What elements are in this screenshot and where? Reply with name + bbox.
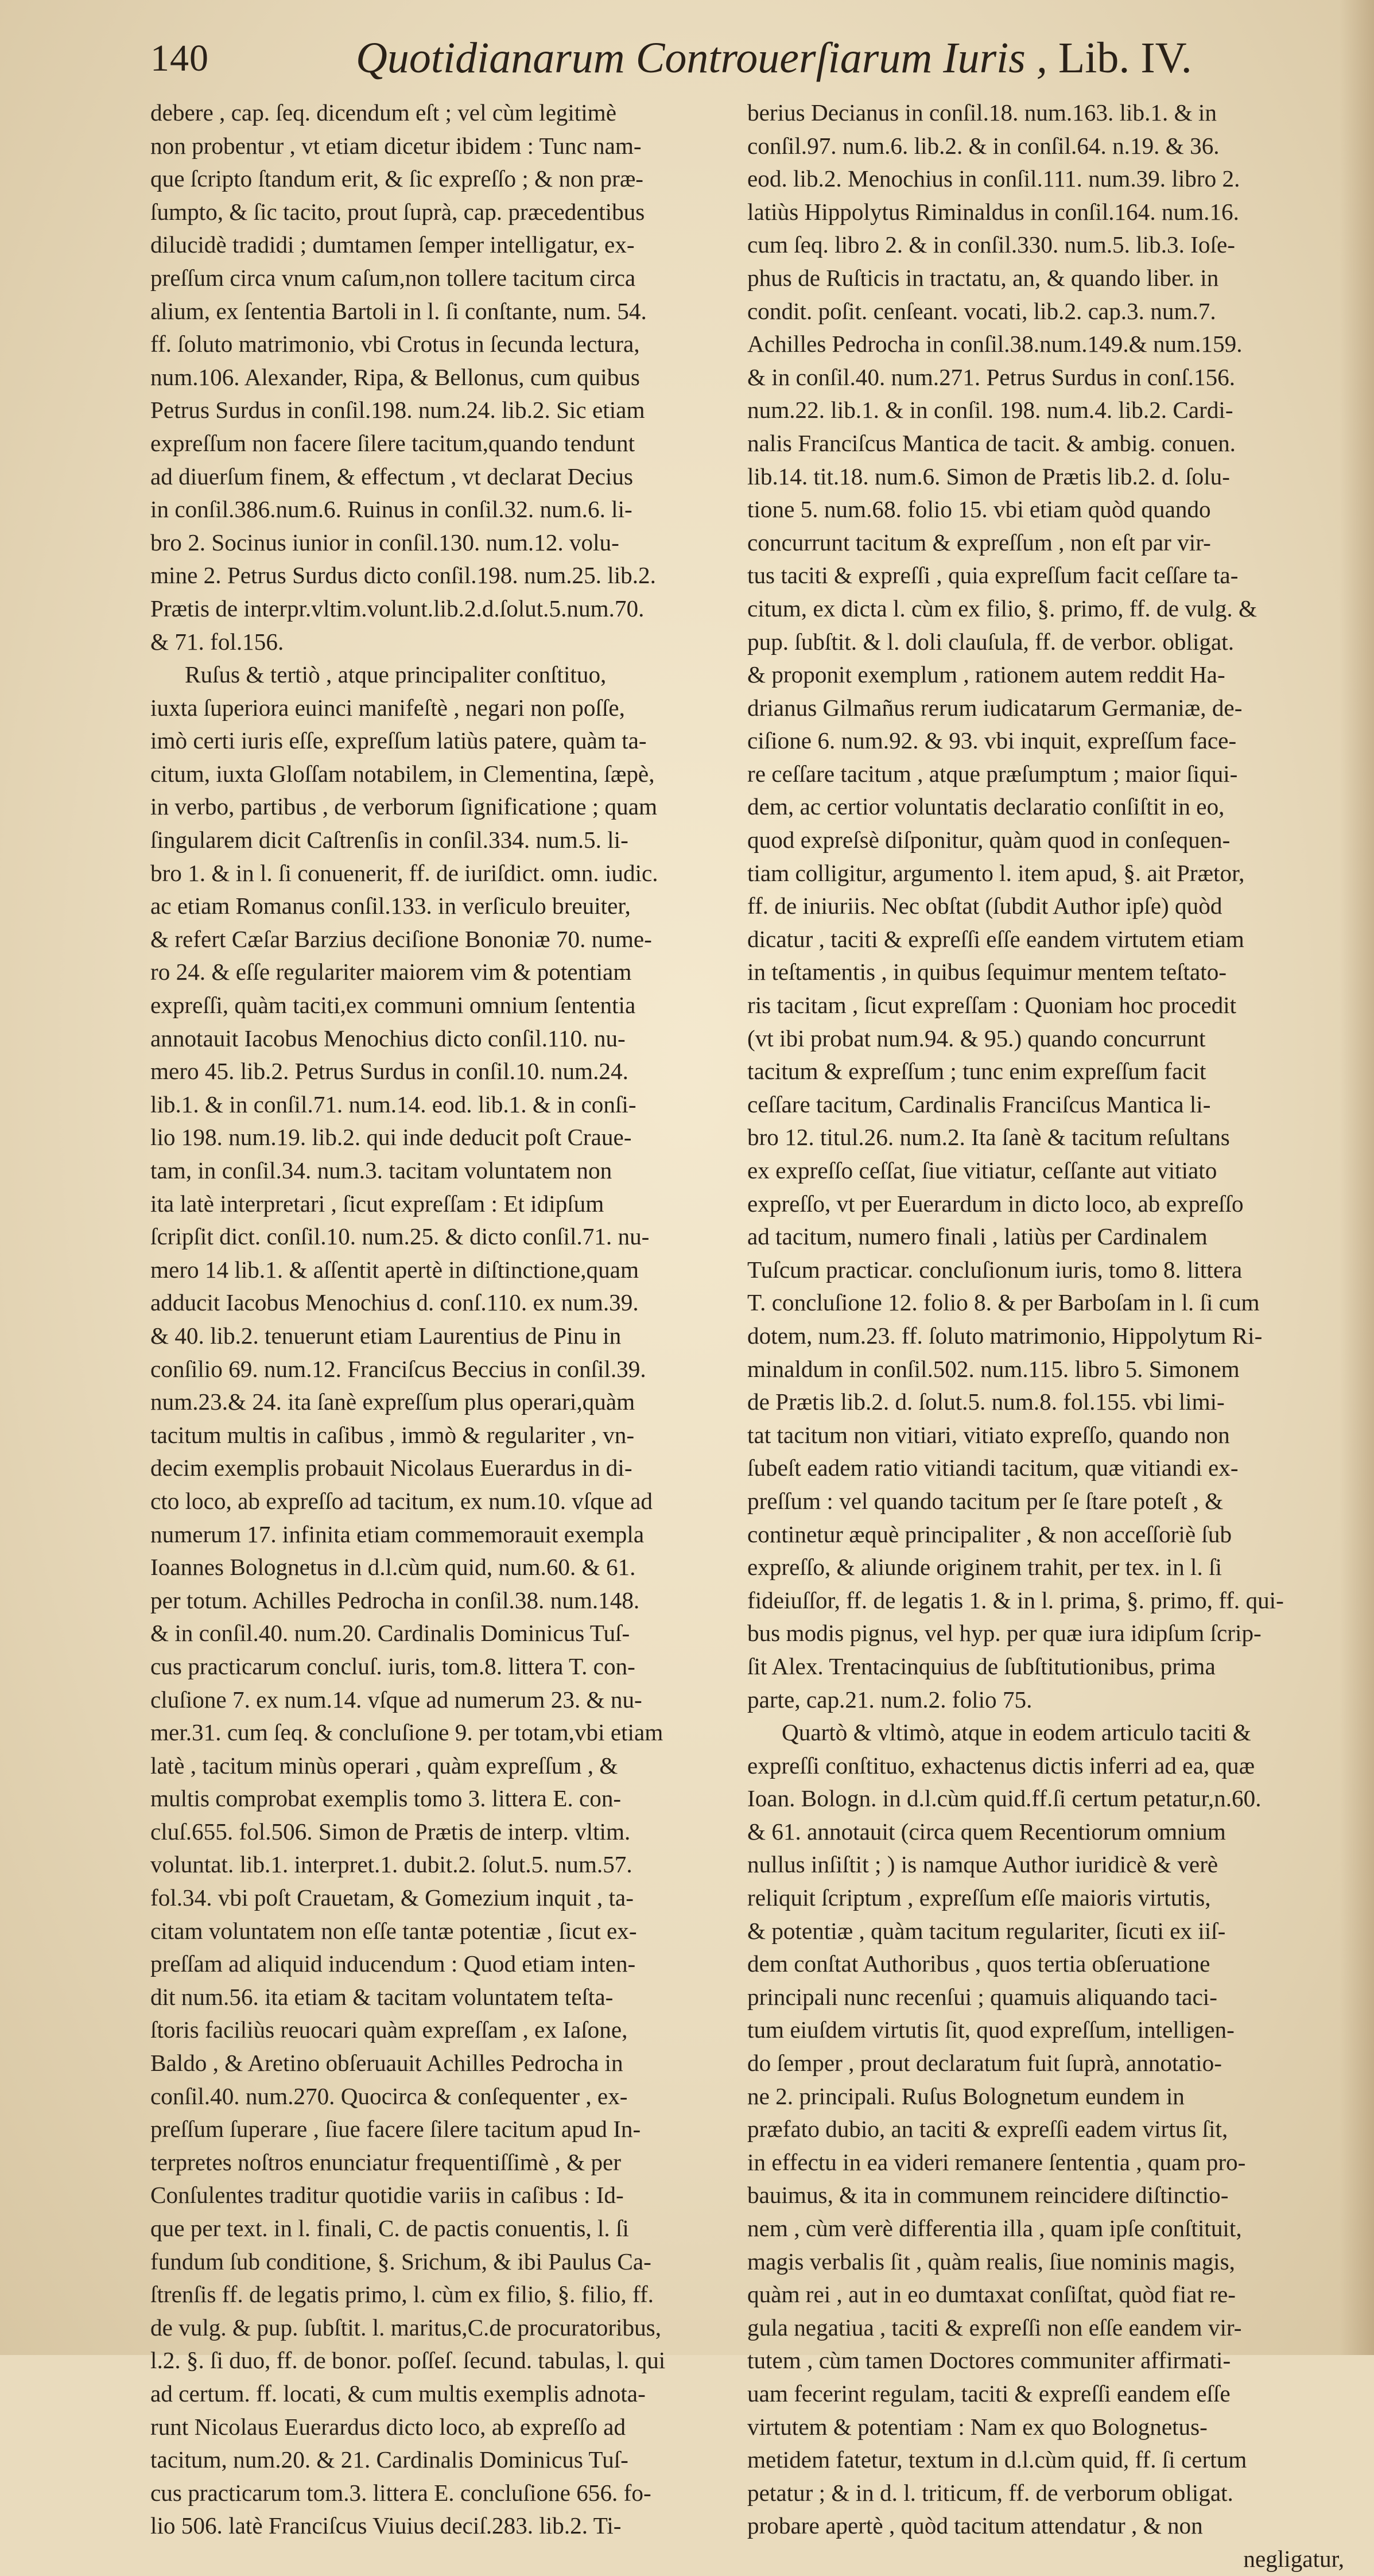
text-line: alium, ex ſententia Bartoli in l. ſi conſtante, num. 54. [150,297,647,324]
text-line: numerum 17. infinita etiam commemorauit exempla [150,1520,645,1547]
text-line: & in conſil.40. num.271. Petrus Surdus in conſ.156. [747,363,1236,390]
text-line: preſſum : vel quando tacitum per ſe ſtare poteſt , & [747,1487,1224,1514]
text-line: in teſtamentis , in quibus ſequimur mentem teſtato- [747,959,1227,986]
text-line: gula negatiua , taciti & expreſſi non eſſe eandem vir- [747,2314,1242,2341]
text-line: que ſcripto ſtandum erit, & ſic expreſſo ; & non præ- [150,165,644,192]
text-line: conſil.97. num.6. lib.2. & in conſil.64. n.19. & 36. [747,132,1220,159]
text-line: tam, in conſil.34. num.3. tacitam voluntatem non [150,1157,612,1184]
text-line: uam fecerint regulam, taciti & expreſſi eandem eſſe [747,2380,1231,2407]
text-line: num.106. Alexander, Ripa, & Bellonus, cum quibus [150,363,640,390]
text-line: mero 14 lib.1. & aſſentit apertè in diſtinctione,quam [150,1256,639,1283]
text-line: parte, cap.21. num.2. folio 75. [747,1686,1033,1713]
text-line: cluſione 7. ex num.14. vſque ad numerum 23. & nu- [150,1686,642,1713]
text-line: tiam colligitur, argumento l. item apud, §. ait Prætor, [747,859,1245,886]
text-line: Quartò & vltimò, atque in eodem articulo taciti & [782,1719,1251,1746]
right-text-column [747,96,1344,2576]
text-line: magis verbalis ſit , quàm realis, ſiue nominis magis, [747,2248,1235,2275]
text-line: ciſione 6. num.92. & 93. vbi inquit, expreſſum face- [747,727,1237,754]
text-line: expreſſi, quàm taciti,ex communi omnium ſententia [150,992,636,1019]
text-line: mine 2. Petrus Surdus dicto conſil.198. num.25. lib.2. [150,562,656,589]
text-line: nalis Franciſcus Mantica de tacit. & ambig. conuen. [747,429,1236,456]
text-line: citam voluntatem non eſſe tantæ potentiæ , ſicut ex- [150,1917,637,1944]
text-line: runt Nicolaus Euerardus dicto loco, ab expreſſo ad [150,2413,626,2440]
running-title-text: Quotidianarum Controuerſiarum Iuris , [356,34,1047,82]
text-line: & 40. lib.2. tenuerunt etiam Laurentius de Pinu in [150,1322,622,1349]
text-line: & potentiæ , quàm tacitum regulariter, ſicuti ex iiſ- [747,1917,1226,1944]
text-line: concurrunt tacitum & expreſſum , non eſt par vir- [747,529,1211,556]
text-line: ac etiam Romanus conſil.133. in verſiculo breuiter, [150,893,631,920]
text-line: fideiuſſor, ff. de legatis 1. & in l. prima, §. primo, ff. qui- [747,1586,1284,1613]
text-line: terpretes noſtros enunciatur frequentiſſimè , & per [150,2148,622,2175]
text-line: reliquit ſcriptum , expreſſum eſſe maioris virtutis, [747,1884,1211,1911]
text-line: (vt ibi probat num.94. & 95.) quando concurrunt [747,1025,1206,1052]
text-line: conſil.40. num.270. Quocirca & conſequenter , ex- [150,2082,628,2109]
text-line: latè , tacitum minùs operari , quàm expreſſum , & [150,1752,618,1779]
text-line: mer.31. cum ſeq. & concluſione 9. per totam,vbi etiam [150,1719,663,1746]
text-line: l.2. §. ſi duo, ff. de bonor. poſſeſ. ſecund. tabulas, l. qui [150,2347,666,2374]
text-line: ris tacitam , ſicut expreſſam : Quoniam hoc procedit [747,992,1237,1019]
text-line: adducit Iacobus Menochius d. conſ.110. ex num.39. [150,1289,639,1316]
text-line: principali nunc recenſui ; quamuis aliquando taci- [747,1983,1217,2010]
text-line: preſſum ſuperare , ſiue facere ſilere tacitum apud In- [150,2116,641,2143]
text-line: dilucidè tradidi ; dumtamen ſemper intelligatur, ex- [150,231,635,258]
text-line: fundum ſub conditione, §. Srichum, & ibi Paulus Ca- [150,2248,651,2275]
text-line: Ioannes Bolognetus in d.l.cùm quid, num.60. & 61. [150,1554,636,1581]
text-line: ſit Alex. Trentacinquius de ſubſtitutionibus, prima [747,1652,1216,1679]
text-line: ro 24. & eſſe regulariter maiorem vim & potentiam [150,959,632,986]
text-line: negligatur, [1243,2545,1344,2572]
text-line: ſumpto, & ſic tacito, prout ſuprà, cap. præcedentibus [150,198,645,225]
book-number: Lib. IV. [1058,34,1192,82]
text-line: nem , cùm verè differentia illa , quam ipſe conſtituit, [747,2215,1242,2241]
text-line: drianus Gilmañus rerum iudicatarum Germaniæ, de- [747,694,1243,721]
text-line: præfato dubio, an taciti & expreſſi eadem virtus ſit, [747,2116,1228,2143]
text-line: mero 45. lib.2. Petrus Surdus in conſil.10. num.24. [150,1058,628,1085]
text-line: metidem fatetur, textum in d.l.cùm quid, ff. ſi certum [747,2446,1247,2473]
text-line: ita latè interpretari , ſicut expreſſam : Et idipſum [150,1190,604,1217]
text-line: Prætis de interpr.vltim.volunt.lib.2.d.ſolut.5.num.70. [150,595,645,622]
text-line: cus practicarum tom.3. littera E. concluſione 656. fo- [150,2479,651,2506]
text-line: do ſemper , prout declaratum fuit ſuprà, annotatio- [747,2050,1222,2077]
text-line: de Prætis lib.2. d. ſolut.5. num.8. fol.155. vbi limi- [747,1388,1225,1415]
text-line: Baldo , & Aretino obſeruauit Achilles Pedrocha in [150,2050,623,2077]
text-line: in conſil.386.num.6. Ruinus in conſil.32. num.6. li- [150,496,632,523]
text-line: Ioan. Bologn. in d.l.cùm quid.ff.ſi certum petatur,n.60. [747,1785,1262,1812]
text-line: expreſſo, vt per Euerardum in dicto loco, ab expreſſo [747,1190,1244,1217]
text-line: iuxta ſuperiora euinci manifeſtè , negari non poſſe, [150,694,625,721]
text-line: re ceſſare tacitum , atque præſumptum ; maior ſiqui- [747,760,1238,787]
left-text-column [150,96,728,2543]
text-line: & refert Cæſar Barzius deciſione Bononiæ 70. nume- [150,925,652,952]
text-line: bro 2. Socinus iunior in conſil.130. num.12. volu- [150,529,619,556]
text-line: ſcripſit dict. conſil.10. num.25. & dicto conſil.71. nu- [150,1223,650,1250]
text-line: cto loco, ab expreſſo ad tacitum, ex num.10. vſque ad [150,1487,653,1514]
text-line: lio 198. num.19. lib.2. qui inde deducit poſt Craue- [150,1124,632,1151]
text-line: bro 1. & in l. ſi conuenerit, ff. de iuriſdict. omn. iudic. [150,859,658,886]
text-line: bro 12. titul.26. num.2. Ita ſanè & tacitum reſultans [747,1124,1230,1151]
text-line: ad certum. ff. locati, & cum multis exemplis adnota- [150,2380,646,2407]
text-line: in verbo, partibus , de verborum ſignificatione ; quam [150,793,658,820]
text-line: tutem , cùm tamen Doctores communiter affirmati- [747,2347,1231,2374]
text-line: Tuſcum practicar. concluſionum iuris, tomo 8. littera [747,1256,1243,1283]
text-line: citum, ex dicta l. cùm ex filio, §. primo, ff. de vulg. & [747,595,1257,622]
page-number: 140 [150,37,209,79]
text-line: fol.34. vbi poſt Crauetam, & Gomezium inquit , ta- [150,1884,634,1911]
text-line: de vulg. & pup. ſubſtit. l. maritus,C.de procuratoribus, [150,2314,661,2341]
text-line: bauimus, & ita in communem reincidere diſtinctio- [747,2182,1229,2209]
text-line: cum ſeq. libro 2. & in conſil.330. num.5. lib.3. Ioſe- [747,231,1235,258]
text-line: tum eiuſdem virtutis ſit, quod expreſſum, intelligen- [747,2016,1235,2043]
text-line: condit. poſit. cenſeant. vocati, lib.2. cap.3. num.7. [747,297,1216,324]
text-line: per totum. Achilles Pedrocha in conſil.38. num.148. [150,1586,640,1613]
text-line: ex expreſſo ceſſat, ſiue vitiatur, ceſſante aut vitiato [747,1157,1217,1184]
text-line: in effectu in ea videri remanere ſententia , quam pro- [747,2148,1246,2175]
text-line: tacitum, num.20. & 21. Cardinalis Dominicus Tuſ- [150,2446,628,2473]
text-line: Achilles Pedrocha in conſil.38.num.149.& num.159. [747,331,1243,358]
text-line: preſſum circa vnum caſum,non tollere tacitum circa [150,264,636,291]
text-line: dem, ac certior voluntatis declaratio conſiſtit in eo, [747,793,1225,820]
text-line: preſſam ad aliquid inducendum : Quod etiam inten- [150,1950,636,1977]
text-line: latiùs Hippolytus Riminaldus in conſil.164. num.16. [747,198,1239,225]
text-line: pup. ſubſtit. & l. doli clauſula, ff. de verbor. obligat. [747,628,1235,655]
text-line: berius Decianus in conſil.18. num.163. lib.1. & in [747,99,1217,126]
text-line: & proponit exemplum , rationem autem reddit Ha- [747,661,1225,688]
text-line: tacitum multis in caſibus , immò & regulariter , vn- [150,1421,635,1448]
page-header [150,33,1192,96]
text-line: dotem, num.23. ff. ſoluto matrimonio, Hippolytum Ri- [747,1322,1263,1349]
text-line: ſingularem dicit Caſtrenſis in conſil.334. num.5. li- [150,827,628,854]
text-line: voluntat. lib.1. interpret.1. dubit.2. ſolut.5. num.57. [150,1851,632,1878]
text-line: phus de Ruſticis in tractatu, an, & quando liber. in [747,264,1219,291]
text-line: bus modis pignus, vel hyp. per quæ iura idipſum ſcrip- [747,1620,1262,1647]
text-line: eod. lib.2. Menochius in conſil.111. num.39. libro 2. [747,165,1240,192]
text-line: quàm rei , aut in eo dumtaxat conſiſtat, quòd fiat re- [747,2281,1236,2308]
text-line: ne 2. principali. Ruſus Bolognetum eundem in [747,2082,1185,2109]
text-line: num.22. lib.1. & in conſil. 198. num.4. lib.2. Cardi- [747,397,1233,424]
text-line: & 71. fol.156. [150,628,284,655]
text-line: minaldum in conſil.502. num.115. libro 5. Simonem [747,1355,1240,1382]
text-line: cluſ.655. fol.506. Simon de Prætis de interp. vltim. [150,1818,631,1845]
text-line: & in conſil.40. num.20. Cardinalis Dominicus Tuſ- [150,1620,630,1647]
text-line: annotauit Iacobus Menochius dicto conſil.110. nu- [150,1025,626,1052]
text-line: dit num.56. ita etiam & tacitam voluntatem teſta- [150,1983,614,2010]
text-line: tacitum & expreſſum ; tunc enim expreſſum facit [747,1058,1206,1085]
text-line: Conſulentes traditur quotidie variis in caſibus : Id- [150,2182,624,2209]
text-line: citum, iuxta Gloſſam notabilem, in Clementina, ſæpè, [150,760,655,787]
text-line: ff. ſoluto matrimonio, vbi Crotus in ſecunda lectura, [150,331,640,358]
text-line: expreſſo, & aliunde originem trahit, per tex. in l. ſi [747,1554,1222,1581]
text-line: tus taciti & expreſſi , quia expreſſum facit ceſſare ta- [747,562,1239,589]
text-line: num.23.& 24. ita ſanè expreſſum plus operari,quàm [150,1388,635,1415]
text-line: expreſſi conſtituo, exhactenus dictis inferri ad ea, quæ [747,1752,1255,1779]
text-line: tat tacitum non vitiari, vitiato expreſſo, quando non [747,1421,1230,1448]
text-line: que per text. in l. finali, C. de pactis conuentis, l. ſi [150,2215,629,2241]
text-line: ceſſare tacitum, Cardinalis Franciſcus Mantica li- [747,1091,1211,1118]
text-line: dem conſtat Authoribus , quos tertia obſeruatione [747,1950,1210,1977]
text-line: ſtoris faciliùs reuocari quàm expreſſam , ex Iaſone, [150,2016,628,2043]
text-line: petatur ; & in d. l. triticum, ff. de verborum obligat. [747,2479,1233,2506]
text-line: ſtrenſis ff. de legatis primo, l. cùm ex filio, §. filio, ff. [150,2281,654,2308]
text-line: lio 506. latè Franciſcus Viuius deciſ.283. lib.2. Ti- [150,2512,622,2539]
text-line: T. concluſione 12. folio 8. & per Barboſam in l. ſi cum [747,1289,1260,1316]
text-line: ad tacitum, numero finali , latiùs per Cardinalem [747,1223,1208,1250]
page-edge-shadow [1340,0,1374,2355]
text-line: dicatur , taciti & expreſſi eſſe eandem virtutem etiam [747,925,1244,952]
text-line: tione 5. num.68. folio 15. vbi etiam quòd quando [747,496,1211,523]
running-title [356,33,1192,83]
text-line: multis comprobat exemplis tomo 3. littera E. con- [150,1785,622,1812]
text-line: non probentur , vt etiam dicetur ibidem : Tunc nam- [150,132,642,159]
text-line: cus practicarum concluſ. iuris, tom.8. littera T. con- [150,1652,635,1679]
text-line: Petrus Surdus in conſil.198. num.24. lib.2. Sic etiam [150,397,645,424]
text-line: lib.1. & in conſil.71. num.14. eod. lib.1. & in conſi- [150,1091,636,1118]
text-line: nullus inſiſtit ; ) is namque Author iuridicè & verè [747,1851,1218,1878]
text-line: continetur æquè principaliter , & non acceſſoriè ſub [747,1520,1232,1547]
text-line: lib.14. tit.18. num.6. Simon de Prætis lib.2. d. ſolu- [747,463,1230,490]
text-line: virtutem & potentiam : Nam ex quo Bolognetus- [747,2413,1208,2440]
text-line: ad diuerſum finem, & effectum , vt declarat Decius [150,463,633,490]
text-line: ſubeſt eadem ratio vitiandi tacitum, quæ vitiandi ex- [747,1454,1239,1481]
text-line: imò certi iuris eſſe, expreſſum latiùs patere, quàm ta- [150,727,647,754]
text-line: Ruſus & tertiò , atque principaliter conſtituo, [185,661,607,688]
text-line: & 61. annotauit (circa quem Recentiorum omnium [747,1818,1226,1845]
text-line: quod expreſsè diſponitur, quàm quod in conſequen- [747,827,1231,854]
text-line: decim exemplis probauit Nicolaus Euerardus in di- [150,1454,632,1481]
text-line: ff. de iniuriis. Nec obſtat (ſubdit Author ipſe) quòd [747,893,1222,920]
text-line: probare apertè , quòd tacitum attendatur , & non [747,2512,1203,2539]
text-line: expreſſum non facere ſilere tacitum,quando tendunt [150,429,635,456]
text-line: debere , cap. ſeq. dicendum eſt ; vel cùm legitimè [150,99,617,126]
text-line: conſilio 69. num.12. Franciſcus Beccius in conſil.39. [150,1355,646,1382]
